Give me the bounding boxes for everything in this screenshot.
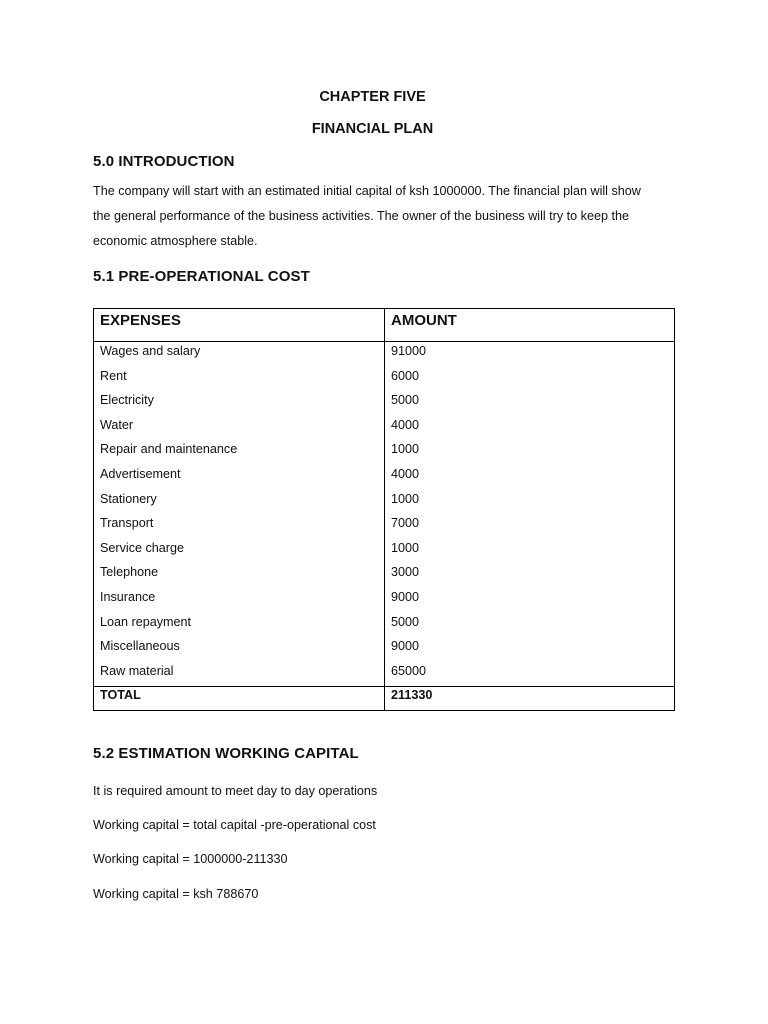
expense-cell: Insurance [94,588,385,613]
table-row [94,490,675,515]
table-body [94,342,675,687]
expense-cell: Rent [94,367,385,392]
introduction-paragraph [93,179,693,254]
table-header-row [94,309,675,342]
table-row [94,391,675,416]
expense-cell: Advertisement [94,465,385,490]
amount-cell: 7000 [385,514,675,539]
expense-cell: Water [94,416,385,441]
table-row [94,440,675,465]
expense-cell: Stationery [94,490,385,515]
amount-cell: 6000 [385,367,675,392]
pre-operational-cost-table [93,308,675,711]
amount-cell: 9000 [385,588,675,613]
table-row [94,563,675,588]
introduction-line: economic atmosphere stable. [93,234,258,248]
table-row [94,367,675,392]
expense-cell: Raw material [94,662,385,687]
amount-cell: 91000 [385,342,675,367]
table-row [94,465,675,490]
expense-cell: Wages and salary [94,342,385,367]
plan-title: FINANCIAL PLAN [311,121,434,137]
working-capital-line: Working capital = 1000000-211330 [93,852,288,866]
amount-cell: 4000 [385,465,675,490]
table-row [94,416,675,441]
expense-cell: Miscellaneous [94,637,385,662]
total-row [94,687,675,711]
introduction-line: The company will start with an estimated initial capital of ksh 1000000. The financial plan will show [93,184,641,198]
table-row [94,662,675,687]
total-label: TOTAL [94,687,385,711]
amount-column-header: AMOUNT [385,309,675,342]
pre-operational-heading: 5.1 PRE-OPERATIONAL COST [93,268,310,285]
amount-cell: 1000 [385,440,675,465]
table-row [94,342,675,367]
expense-cell: Service charge [94,539,385,564]
expense-cell: Telephone [94,563,385,588]
table-row [94,637,675,662]
working-capital-line: Working capital = total capital -pre-operational cost [93,818,376,832]
expense-cell: Transport [94,514,385,539]
introduction-heading: 5.0 INTRODUCTION [93,153,235,170]
expenses-column-header: EXPENSES [94,309,385,342]
chapter-title: CHAPTER FIVE [319,89,426,105]
amount-cell: 4000 [385,416,675,441]
amount-cell: 5000 [385,613,675,638]
table-row [94,514,675,539]
total-amount: 211330 [385,687,675,711]
table-row [94,539,675,564]
table-row [94,613,675,638]
table-row [94,588,675,613]
amount-cell: 65000 [385,662,675,687]
amount-cell: 1000 [385,539,675,564]
working-capital-line: It is required amount to meet day to day operations [93,784,378,798]
amount-cell: 1000 [385,490,675,515]
amount-cell: 9000 [385,637,675,662]
expense-cell: Loan repayment [94,613,385,638]
working-capital-line: Working capital = ksh 788670 [93,887,259,901]
expense-cell: Electricity [94,391,385,416]
amount-cell: 3000 [385,563,675,588]
introduction-line: the general performance of the business activities. The owner of the business will try to keep the [93,209,629,223]
expense-cell: Repair and maintenance [94,440,385,465]
working-capital-heading: 5.2 ESTIMATION WORKING CAPITAL [93,745,359,762]
amount-cell: 5000 [385,391,675,416]
